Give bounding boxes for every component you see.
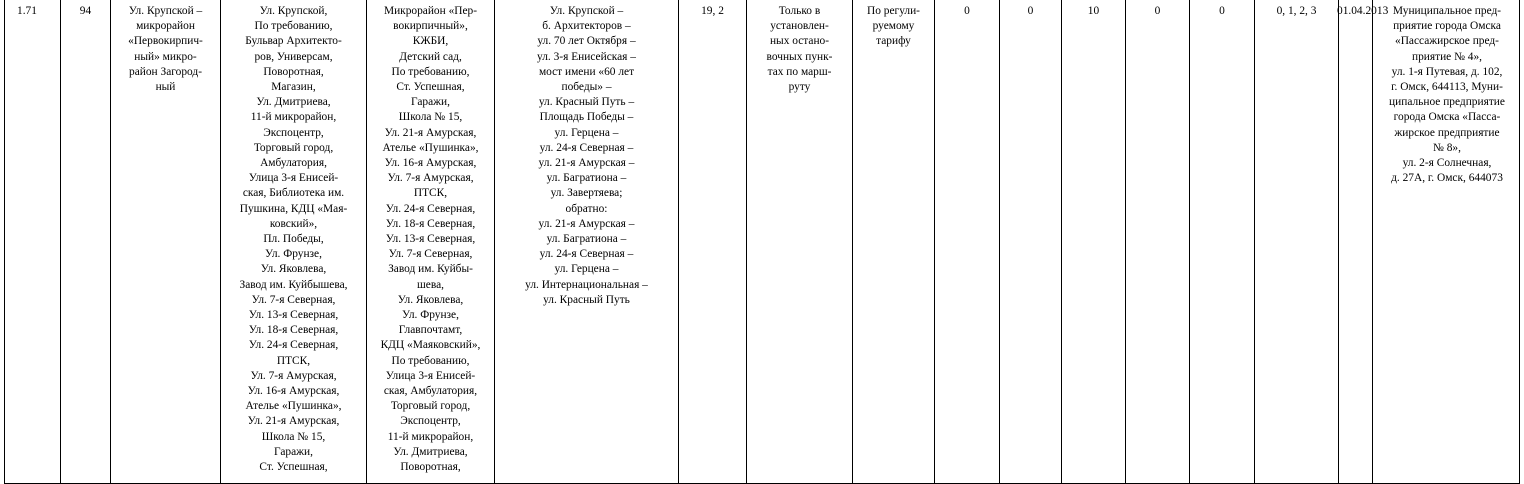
stops-forward-cell: Ул. Крупской, По требованию, Бульвар Архитекто- ров, Универсам, Поворотная, Магазин, Ул. Дмитриева, 11-й микрорайон, Экспоцентр, Торговый город, Амбулатория, Улица 3-я Енисей- ская, Библиотека им. Пушкина, КДЦ «Мая- ковский», Пл. Победы, Ул. Фрунзе, Ул. Яковлева, Завод им. Куйбышева, Ул. 7-я Северная, Ул. 13-я Северная, Ул. 18-я Северная, Ул. 24-я Северная, ПТСК, Ул. 7-я Амурская, Ул. 16-я Амурская, Ателье «Пушинка», Ул. 21-я Амурская, Школа № 15, Гаражи, Ст. Успешная, — [221, 0, 367, 483]
vehicle-count-cell-5: 0 — [1190, 0, 1255, 483]
vehicle-count-cell-1: 0 — [935, 0, 1000, 483]
registry-number-cell: 1.71 — [5, 0, 61, 483]
boarding-order-cell: Только в установлен- ных остано- вочных пунк- тах по марш- руту — [747, 0, 853, 483]
stops-backward-cell: Микрорайон «Пер- вокирпичный», КЖБИ, Детский сад, По требованию, Ст. Успешная, Гаражи, Школа № 15, Ул. 21-я Амурская, Ателье «Пушинка», Ул. 16-я Амурская, Ул. 7-я Амурская, ПТСК, Ул. 24-я Северная, Ул. 18-я Северная, Ул. 13-я Северная, Ул. 7-я Северная, Завод им. Куйбы- шева, Ул. Яковлева, Ул. Фрунзе, Главпочтамт, КДЦ «Маяковский», По требованию, Улица 3-я Енисей- ская, Амбулатория, Торговый город, Экспоцентр, 11-й микрорайон, Ул. Дмитриева, Поворотная, — [367, 0, 495, 483]
vehicle-count-cell-3: 10 — [1062, 0, 1126, 483]
streets-cell: Ул. Крупской – б. Архитекторов – ул. 70 лет Октября – ул. 3-я Енисейская – мост имени «60 лет победы» – ул. Красный Путь – Площадь Победы – ул. Герцена – ул. 24-я Северная – ул. 21-я Амурская – ул. Багратиона – ул. Завертяева; обратно: ул. 21-я Амурская – ул. Багратиона – ул. 24-я Северная – ул. Герцена – ул. Интернациональная – ул. Красный Путь — [495, 0, 679, 483]
vehicle-class-cell: 0, 1, 2, 3 — [1255, 0, 1339, 483]
route-length-cell: 19, 2 — [679, 0, 747, 483]
vehicle-count-cell-4: 0 — [1126, 0, 1190, 483]
route-name-cell: Ул. Крупской – микрорайон «Первокирпич- ный» микро- район Загород- ный — [111, 0, 221, 483]
start-date-text: 01.04.2013 — [1337, 5, 1389, 17]
tariff-cell: По регули- руемому тарифу — [853, 0, 935, 483]
start-date-cell — [1337, 0, 1389, 483]
carrier-cell: Муниципальное пред- приятие города Омска «Пассажирское пред- приятие № 4», ул. 1-я Путевая, д. 102, г. Омск, 644113, Муни- ципальное предприятие города Омска «Пасса- жирское предприятие № 8», ул. 2-я Солнечная, д. 27А, г. Омск, 644073 — [1389, 5, 1505, 185]
route-registry-table — [4, 0, 1520, 484]
route-number-cell: 94 — [61, 0, 111, 483]
vehicle-count-cell-2: 0 — [1000, 0, 1062, 483]
